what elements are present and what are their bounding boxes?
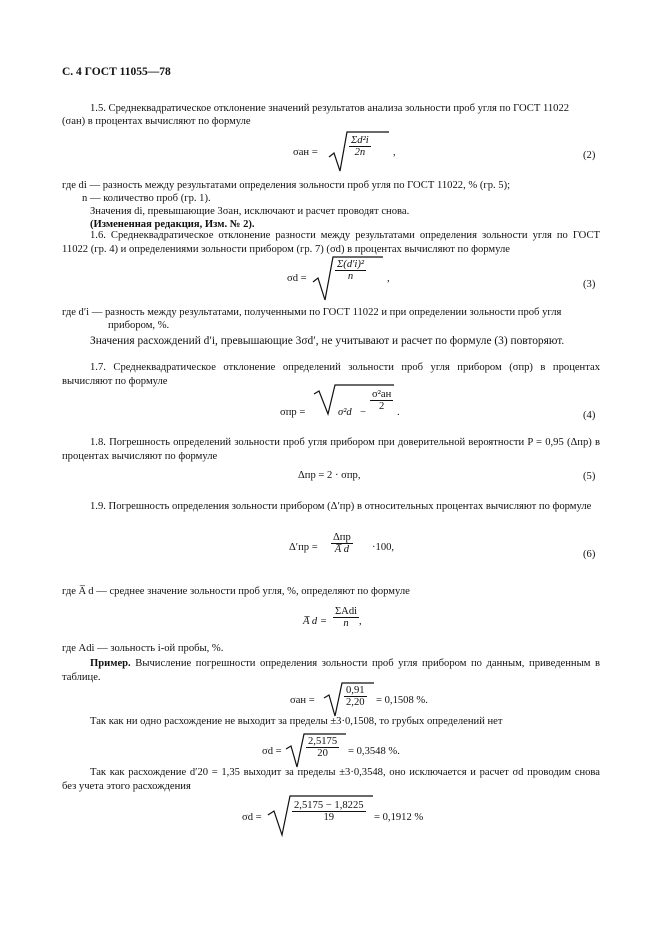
formula-4-num: σ²ан [372,389,392,400]
formula-6-fraction [331,532,353,555]
where-ai: где Adi — зольность i-ой пробы, %. [62,643,224,654]
formula-avg-den: n [343,618,349,629]
formula-2-num: Σd²i [351,135,369,146]
ex1-fraction [344,685,367,708]
para-1-7: 1.7. Среднеквадратическое отклонение определений зольности проб угля прибором (σпр) в процентах вычисляют по формуле [62,362,600,387]
ex1-result: = 0,1508 %. [376,695,428,706]
formula-4-minus: − [360,407,366,418]
ex2-num: 2,5175 [308,736,338,747]
example-paragraph [62,657,600,684]
para-1-6: 1.6. Среднеквадратическое отклонение разности между результатами определения зольности угля по ГОСТ 11022 (гр. 4) и определениями зольности прибором (гр. 7) (σd) в процентах вычисляют по формуле [62,230,600,255]
since-none: Так как ни одно расхождение не выходит за пределы ±3·0,1508, то грубых определений нет [90,716,503,727]
formula-4-den: 2 [378,401,385,412]
para-1-9: 1.9. Погрешность определения зольности прибором (Δ′пр) в относительных процентах вычисляют по формуле [90,501,592,512]
since-d20: Так как расхождение d′20 = 1,35 выходит за пределы ±3·0,3548, оно исключается и расчет σd проводим снова без учета этого расхождения [62,767,600,792]
formula-4 [280,389,400,418]
values-dprime: Значения расхождений d′i, превышающие 3σd′, не учитывают и расчет по формуле (3) повторяют. [90,335,565,347]
formula-avg-num: ΣAdi [335,606,358,617]
ex1-lhs: σан = [290,695,315,706]
example-formula-3 [242,800,424,823]
para-1-5-line2: (σан) в процентах вычисляют по формуле [62,116,251,127]
formula-4-tail: . [397,407,400,418]
ex2-lhs: σd = [262,746,282,757]
formula-2-lhs: σан = [293,147,318,158]
formula-2-tail: , [393,147,396,158]
values-di: Значения di, превышающие 3σан, исключают и расчет проводят снова. [90,206,410,217]
para-1-8: 1.8. Погрешность определений зольности проб угля прибором при доверительной вероятности P = 0,95 (Δпр) в процентах вычисляют по формуле [62,437,600,462]
example-formula-2 [262,736,400,759]
formula-4-a: σ²d [338,407,352,418]
formula-6-den: A̅ d [334,544,349,555]
formula-3-fraction [335,259,366,282]
formula-6 [289,532,395,555]
ex1-den: 2,20 [346,697,365,708]
ex3-fraction [292,800,366,823]
formula-2-den: 2n [354,147,366,158]
ex3-den: 19 [323,812,335,823]
where-di: где di — разность между результатами определения зольности проб угля по ГОСТ 11022, % (гр. 5); [62,180,511,191]
formula-6-lhs: Δ′пр = [289,542,318,553]
formula-3-num: Σ(d′i)² [337,259,365,270]
formula-2-fraction [349,135,371,158]
example-text: Вычисление погрешности определения зольности проб угля прибором по данным, приведенным в таблице. [62,658,600,683]
ex2-fraction [306,736,339,759]
where-n: n — количество проб (гр. 1). [82,193,211,204]
formula-6-number: (6) [583,549,596,560]
where-abar: где A̅ d — среднее значение зольности проб угля, %, определяют по формуле [62,586,410,597]
formula-avg-tail: , [359,616,362,627]
formula-3 [287,257,390,284]
formula-3-number: (3) [583,279,596,290]
example-formula-1 [290,685,428,708]
formula-3-lhs: σd = [287,273,307,284]
formula-6-num: Δпр [333,532,351,543]
ex3-num: 2,5175 − 1,8225 [294,800,364,811]
page-header: С. 4 ГОСТ 11055—78 [62,66,171,78]
formula-2-number: (2) [583,150,596,161]
formula-avg [303,606,362,629]
where-dprime-line1: где d′i — разность между результатами, полученными по ГОСТ 11022 и при определении зольности проб угля [62,307,562,318]
formula-4-fraction [370,389,393,412]
ex2-result: = 0,3548 %. [348,746,400,757]
example-label: Пример. [90,658,131,669]
formula-6-tail: ·100, [372,542,395,553]
formula-5-number: (5) [583,471,596,482]
formula-3-den: n [347,271,354,282]
formula-4-lhs: σпр = [280,407,306,418]
ex3-result: = 0,1912 % [374,812,424,823]
edition-note: (Измененная редакция, Изм. № 2). [90,219,255,230]
formula-avg-fraction [333,606,359,629]
formula-5: Δпр = 2 · σпр, [298,470,361,481]
where-dprime-line2: прибором, %. [108,320,170,331]
para-1-5-line1: 1.5. Среднеквадратическое отклонение значений результатов анализа зольности проб угля по ГОСТ 11022 [90,103,570,114]
formula-3-tail: , [387,273,390,284]
ex3-lhs: σd = [242,812,262,823]
formula-4-number: (4) [583,410,596,421]
formula-avg-lhs: A̅ d = [303,616,328,627]
ex1-num: 0,91 [346,685,365,696]
ex2-den: 20 [317,748,328,759]
formula-2 [293,133,396,158]
